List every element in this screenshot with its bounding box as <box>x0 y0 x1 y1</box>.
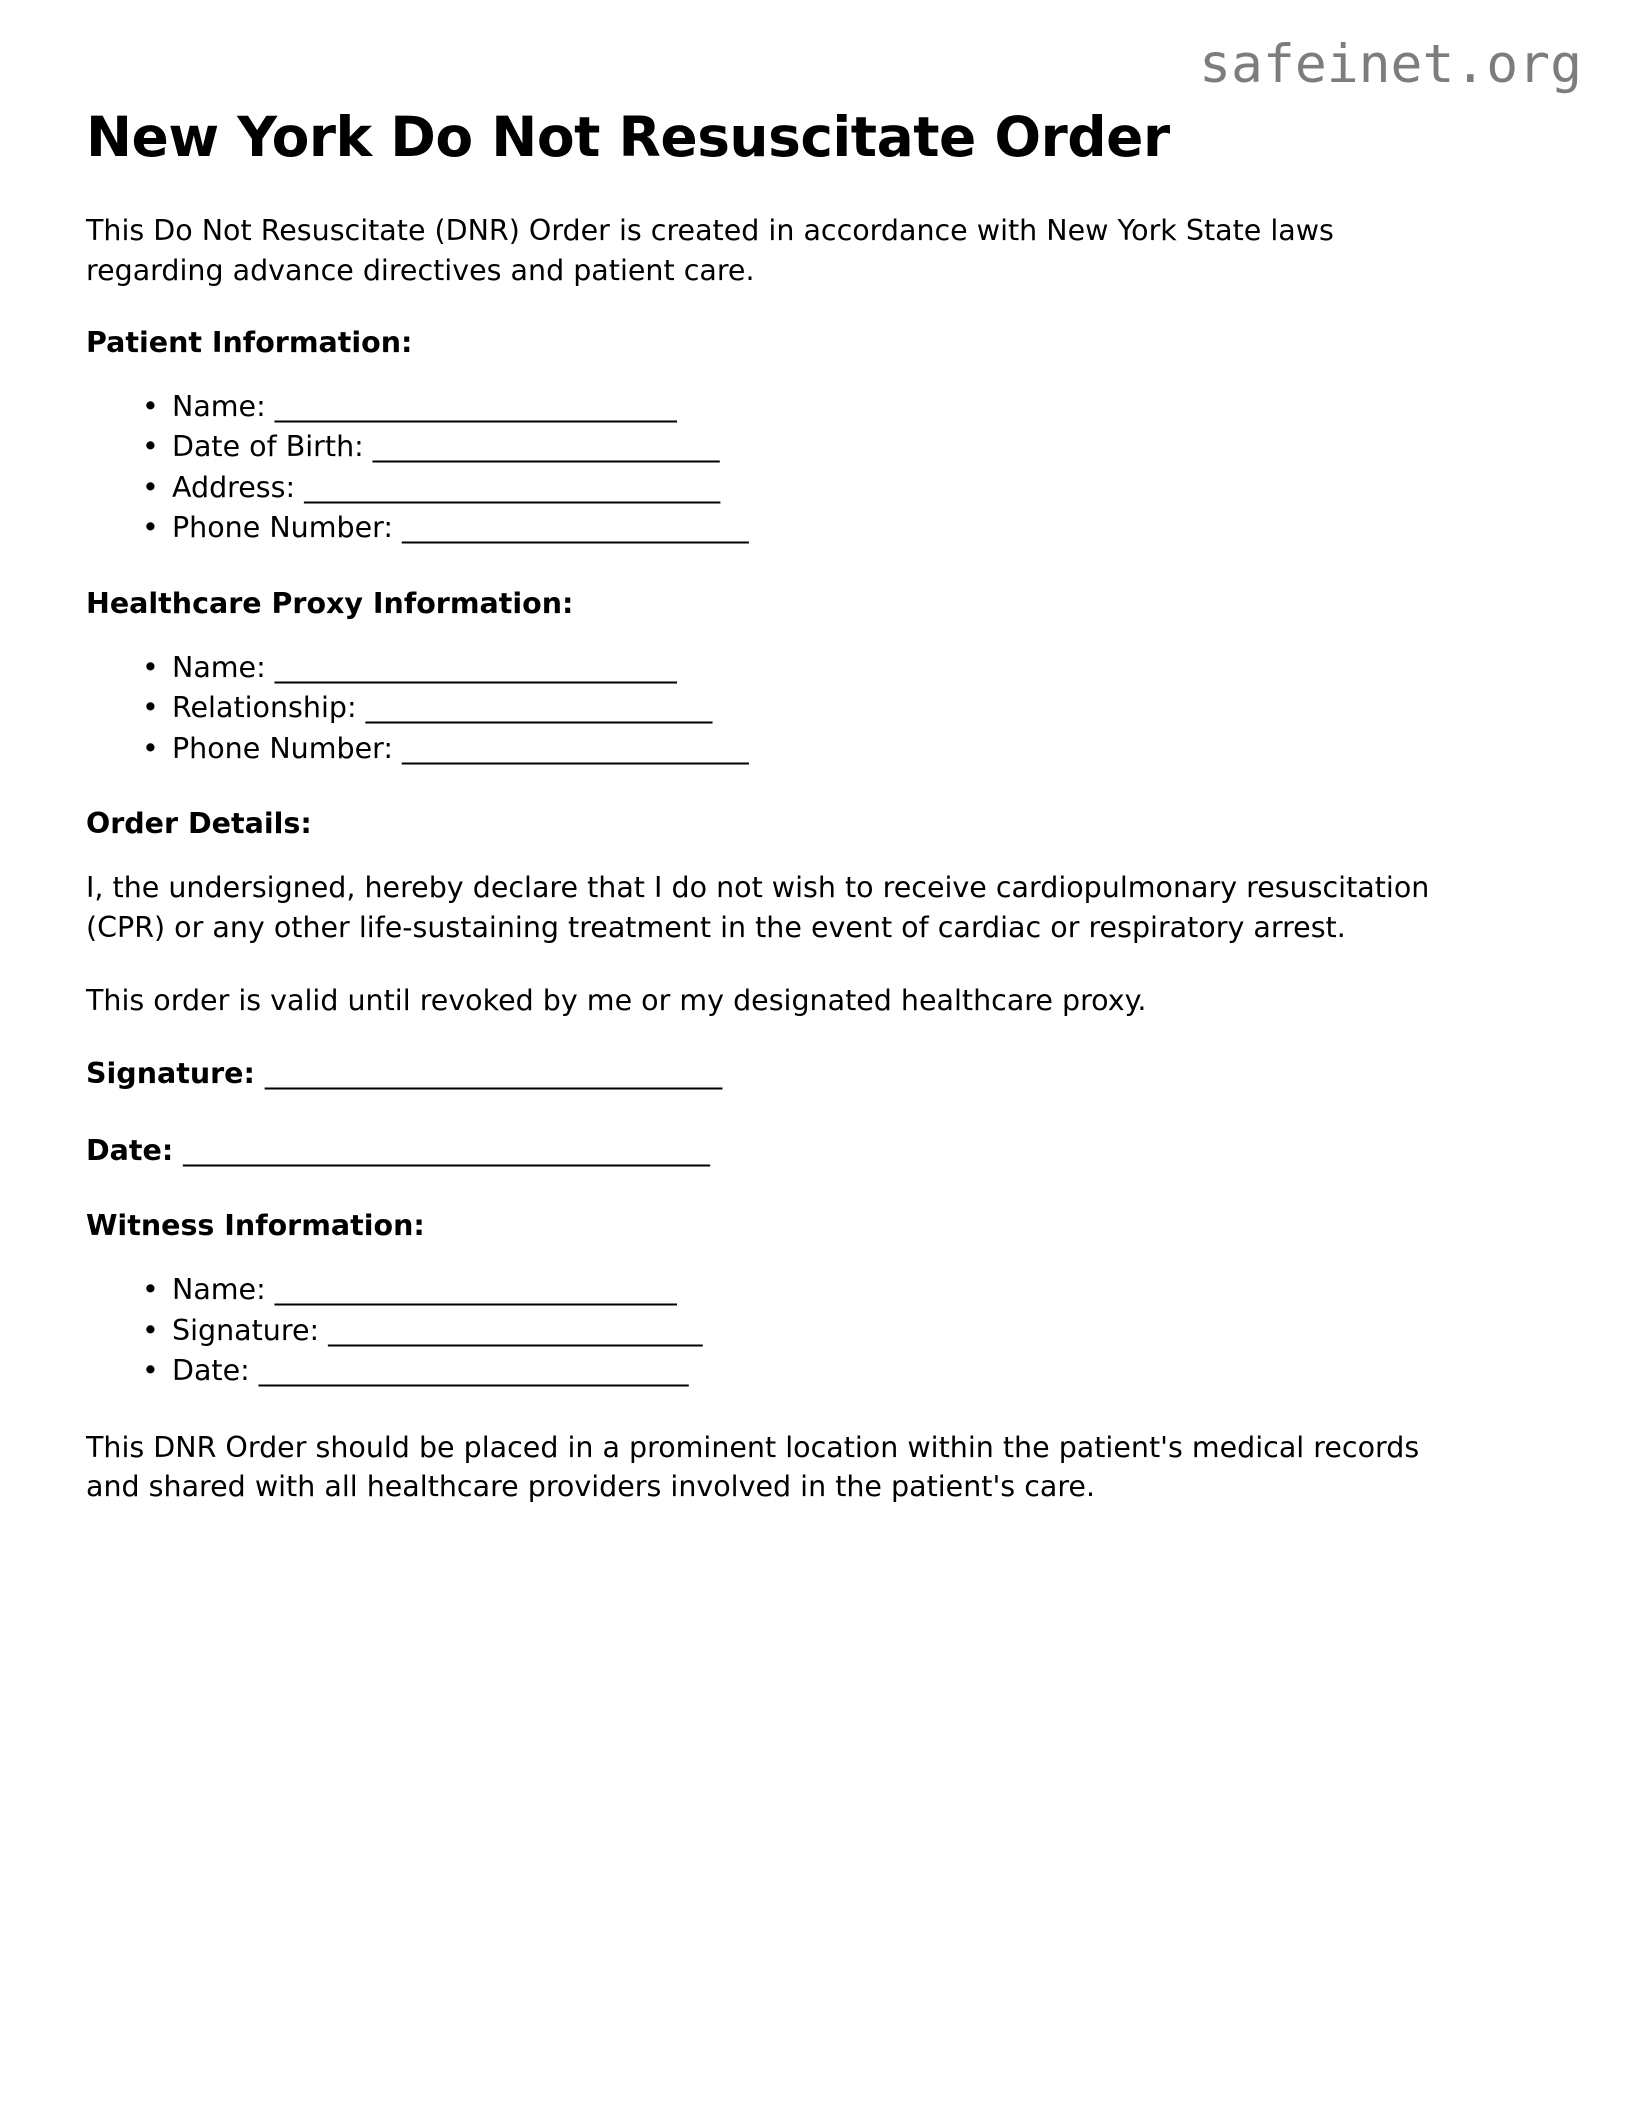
field-blank-rule[interactable]: _________________________ <box>402 511 749 545</box>
field-label: Phone Number: <box>172 731 402 765</box>
signature-line <box>86 1054 1486 1094</box>
order-details-heading: Order Details: <box>86 807 312 841</box>
field-label: Name: <box>172 1273 275 1307</box>
field-label: Address: <box>172 470 305 504</box>
field-blank-rule[interactable]: _________________________ <box>372 430 720 464</box>
field-blank-rule[interactable]: ______________________________ <box>304 470 720 504</box>
list-item <box>138 729 1486 769</box>
list-item <box>138 468 1486 508</box>
healthcare-proxy-information-heading: Healthcare Proxy Information: <box>86 586 574 620</box>
field-label: Name: <box>172 389 275 423</box>
field-label: Name: <box>172 650 275 684</box>
document-content <box>86 106 1486 1540</box>
list-item <box>138 688 1486 728</box>
witness-information-heading: Witness Information: <box>86 1209 425 1243</box>
list-item <box>138 427 1486 467</box>
field-blank-rule[interactable]: _________________________ <box>365 691 712 725</box>
field-label: Relationship: <box>172 691 366 725</box>
list-item <box>138 1351 1486 1391</box>
date-label: Date: <box>86 1133 184 1167</box>
field-blank-rule[interactable]: _________________________ <box>402 731 749 765</box>
list-item <box>138 1311 1486 1351</box>
field-blank-rule[interactable]: ___________________________ <box>328 1313 703 1347</box>
order-declaration-paragraph: I, the undersigned, hereby declare that I do not wish to receive cardiopulmonary resuscitation (CPR) or any other life-sustaining treatment in the event of cardiac or respiratory arrest. <box>86 871 1430 944</box>
field-label: Signature: <box>172 1313 329 1347</box>
field-blank-rule[interactable]: _______________________________ <box>258 1354 689 1388</box>
list-item <box>138 648 1486 688</box>
footer-note-paragraph: This DNR Order should be placed in a prominent location within the patient's medical records and shared with all healthcare providers involved in the patient's care. <box>86 1430 1420 1504</box>
date-blank-rule[interactable]: ______________________________________ <box>183 1133 710 1167</box>
list-item <box>138 508 1486 548</box>
field-blank-rule[interactable]: _____________________________ <box>274 389 677 423</box>
list-item <box>138 387 1486 427</box>
page-title: New York Do Not Resuscitate Order <box>86 105 1170 169</box>
date-line <box>86 1131 1486 1171</box>
intro-paragraph: This Do Not Resuscitate (DNR) Order is created in accordance with New York State laws regarding advance directives and patient care. <box>86 214 1334 287</box>
field-label: Phone Number: <box>172 511 402 545</box>
field-label: Date of Birth: <box>172 430 373 464</box>
signature-blank-rule[interactable]: _________________________________ <box>264 1057 722 1091</box>
list-item <box>138 1270 1486 1310</box>
site-watermark: safeinet.org <box>1199 34 1582 95</box>
healthcare-proxy-field-list <box>86 648 1486 769</box>
order-validity-paragraph: This order is valid until revoked by me or my designated healthcare proxy. <box>86 983 1147 1017</box>
field-blank-rule[interactable]: _____________________________ <box>274 1273 677 1307</box>
patient-information-field-list <box>86 387 1486 549</box>
signature-label: Signature: <box>86 1057 265 1091</box>
field-blank-rule[interactable]: _____________________________ <box>274 650 677 684</box>
patient-information-heading: Patient Information: <box>86 325 413 359</box>
witness-field-list <box>86 1270 1486 1391</box>
field-label: Date: <box>172 1354 259 1388</box>
